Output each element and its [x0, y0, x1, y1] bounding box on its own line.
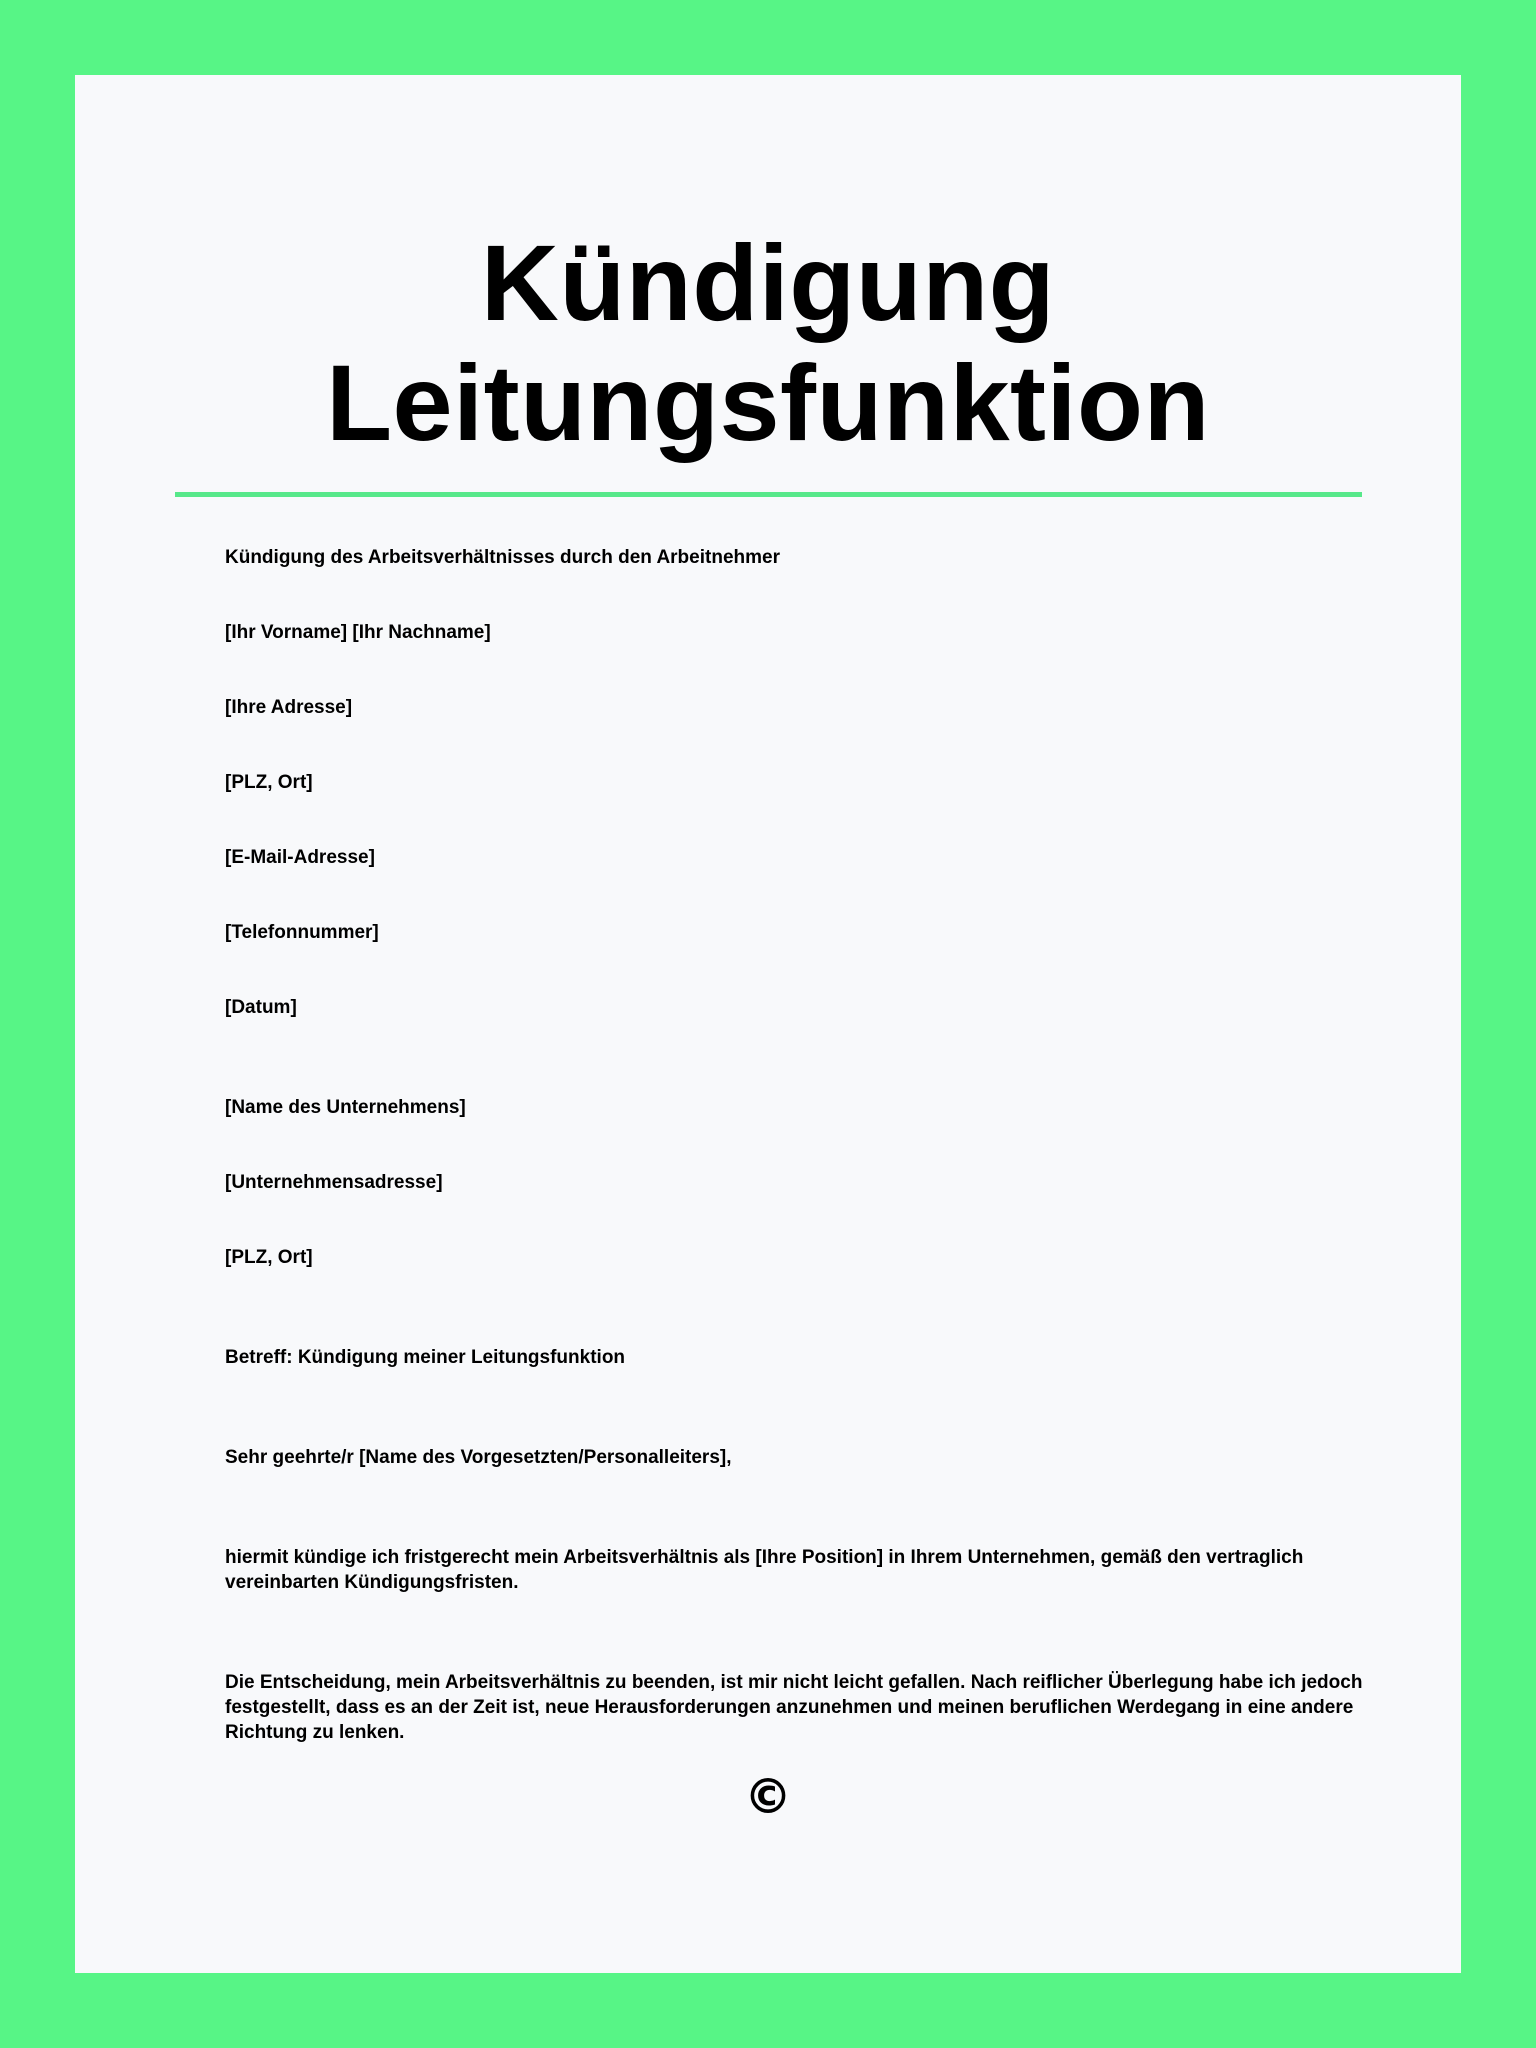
title-line-1: Kündigung: [480, 222, 1056, 343]
title-line-2: Leitungsfunktion: [326, 342, 1210, 463]
sender-city: [PLZ, Ort]: [225, 772, 313, 793]
body-paragraph-2: Die Entscheidung, mein Arbeitsverhältnis zu beenden, ist mir nicht leicht gefallen. Nach reiflicher Überlegung habe ich jedoch festgestellt, dass es an der Zeit ist, neue Herausforderungen anzunehmen und meinen beruflichen Werdegang in eine andere Richtung zu lenken.: [225, 1672, 1363, 1743]
sender-phone: [Telefonnummer]: [225, 922, 379, 943]
body-paragraph-1: hiermit kündige ich fristgerecht mein Arbeitsverhältnis als [Ihre Position] in Ihrem Unternehmen, gemäß den vertraglich vereinbarten Kündigungsfristen.: [225, 1547, 1304, 1593]
document-page: [75, 75, 1461, 1973]
recipient-city: [PLZ, Ort]: [225, 1247, 313, 1268]
sender-email: [E-Mail-Adresse]: [225, 847, 375, 868]
recipient-company: [Name des Unternehmens]: [225, 1097, 466, 1118]
copyright-icon: ©: [744, 1769, 792, 1825]
betreff-line: Betreff: Kündigung meiner Leitungsfunktion: [225, 1347, 626, 1368]
document-title: [75, 223, 1461, 463]
salutation: Sehr geehrte/r [Name des Vorgesetzten/Personalleiters],: [225, 1447, 732, 1468]
title-divider: [175, 492, 1362, 497]
subject-header: Kündigung des Arbeitsverhältnisses durch den Arbeitnehmer: [225, 547, 780, 568]
letter-date: [Datum]: [225, 997, 297, 1018]
sender-address: [Ihre Adresse]: [225, 697, 353, 718]
sender-name: [Ihr Vorname] [Ihr Nachname]: [225, 622, 491, 643]
recipient-address: [Unternehmensadresse]: [225, 1172, 443, 1193]
